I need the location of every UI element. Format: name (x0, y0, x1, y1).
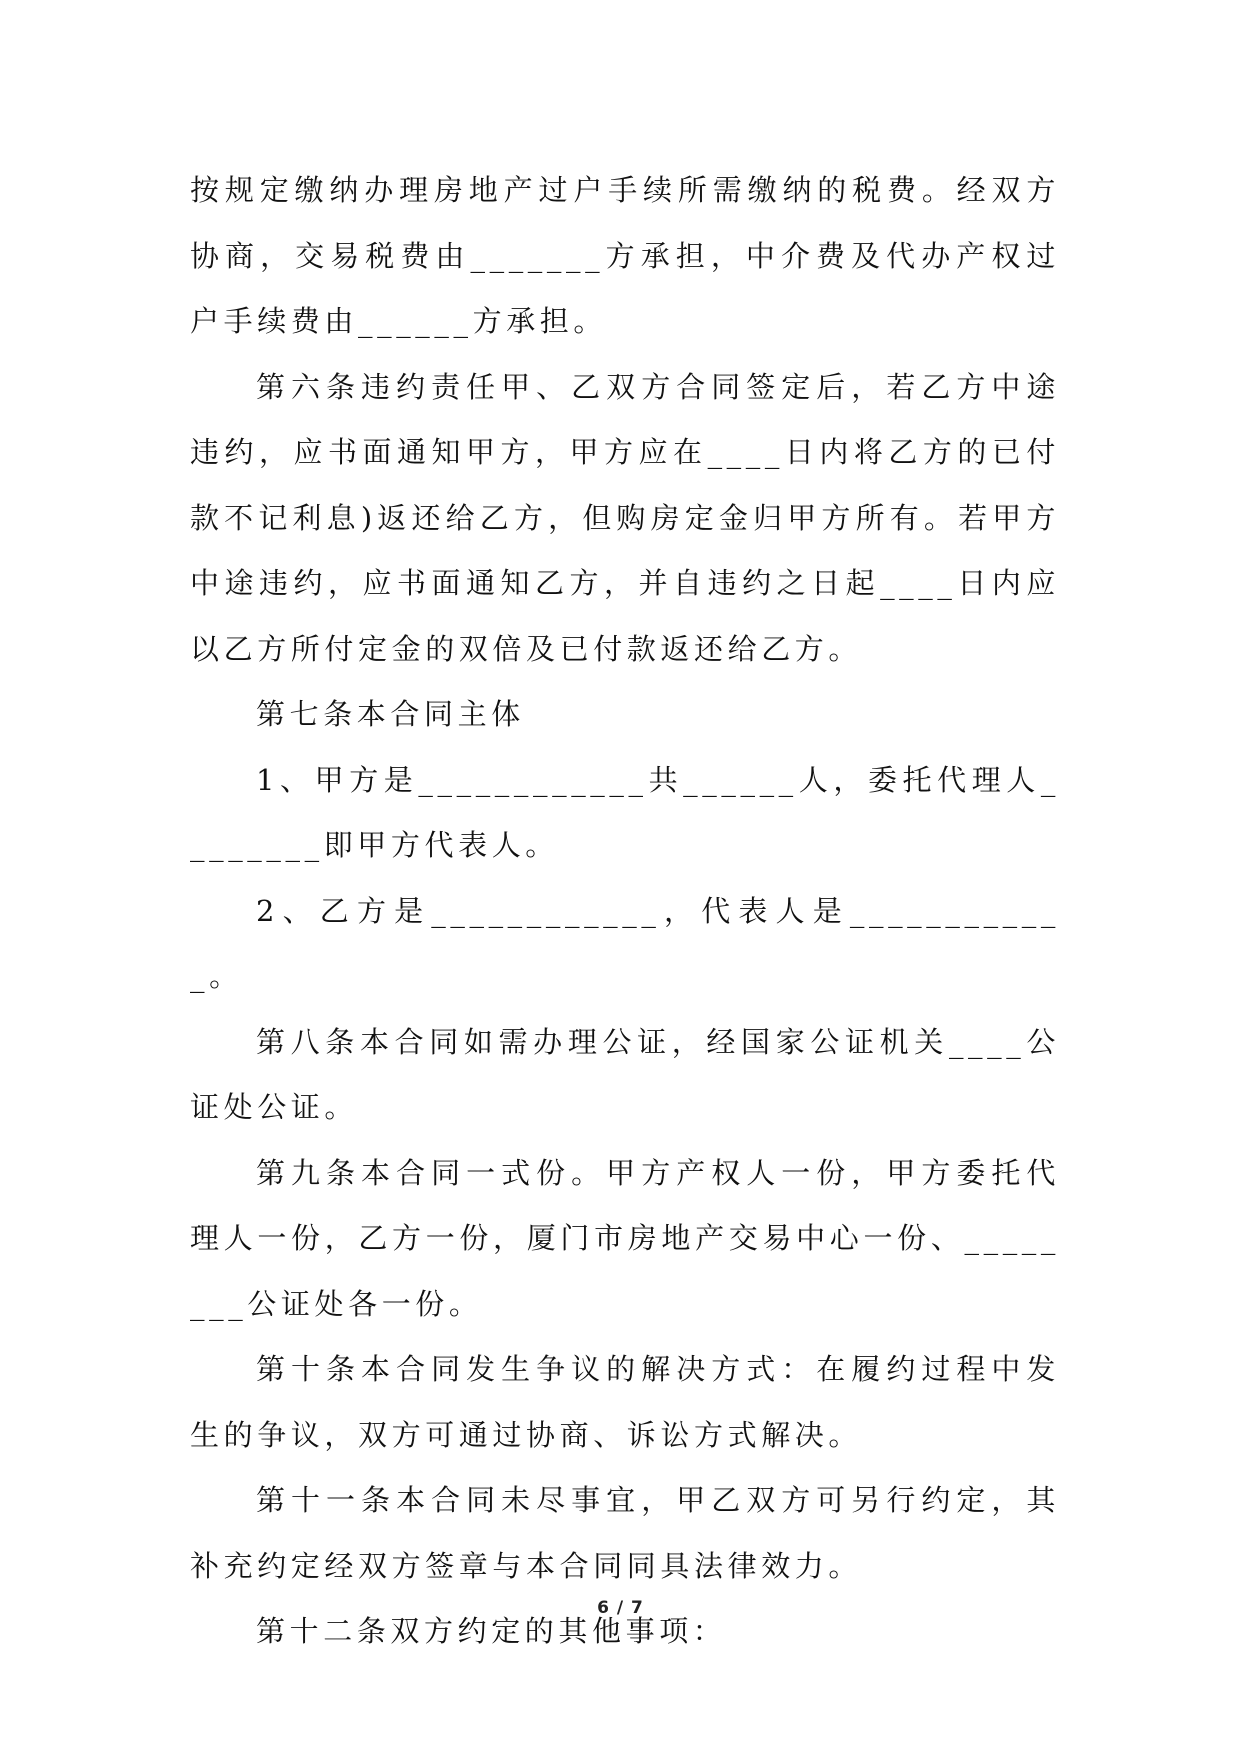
paragraph-taxes: 按规定缴纳办理房地产过户手续所需缴纳的税费。经双方协商，交易税费由_______方承担，中介费及代办产权过户手续费由______方承担。 (190, 173, 1060, 338)
paragraph-article-9-copies: 第九条本合同一式份。甲方产权人一份，甲方委托代理人一份，乙方一份，厦门市房地产交易中心一份、________公证处各一份。 (190, 1155, 1060, 1321)
page-number: 6 / 7 (597, 1598, 644, 1618)
paragraph-party-b: 2、乙方是____________，代表人是____________。 (190, 893, 1060, 993)
document-body (190, 158, 1060, 1665)
paragraph-article-11-supplement: 第十一条本合同未尽事宜，甲乙双方可另行约定，其补充约定经双方签章与本合同同具法律效力。 (190, 1483, 1060, 1583)
paragraph-article-6-breach: 第六条违约责任甲、乙双方合同签定后，若乙方中途违约，应书面通知甲方，甲方应在____日内将乙方的已付款不记利息)返还给乙方，但购房定金归甲方所有。若甲方中途违约，应书面通知乙方，并自违约之日起____日内应以乙方所付定金的双倍及已付款返还给乙方。 (190, 369, 1060, 666)
paragraph-article-12-other: 第十二条双方约定的其他事项： (256, 1614, 727, 1648)
paragraph-article-8-notary: 第八条本合同如需办理公证，经国家公证机关____公证处公证。 (190, 1024, 1060, 1124)
paragraph-article-10-disputes: 第十条本合同发生争议的解决方式：在履约过程中发生的争议，双方可通过协商、诉讼方式解决。 (190, 1352, 1060, 1452)
paragraph-party-a: 1、甲方是____________共______人，委托代理人________即甲方代表人。 (190, 762, 1060, 862)
paragraph-article-7-heading: 第七条本合同主体 (256, 697, 525, 731)
